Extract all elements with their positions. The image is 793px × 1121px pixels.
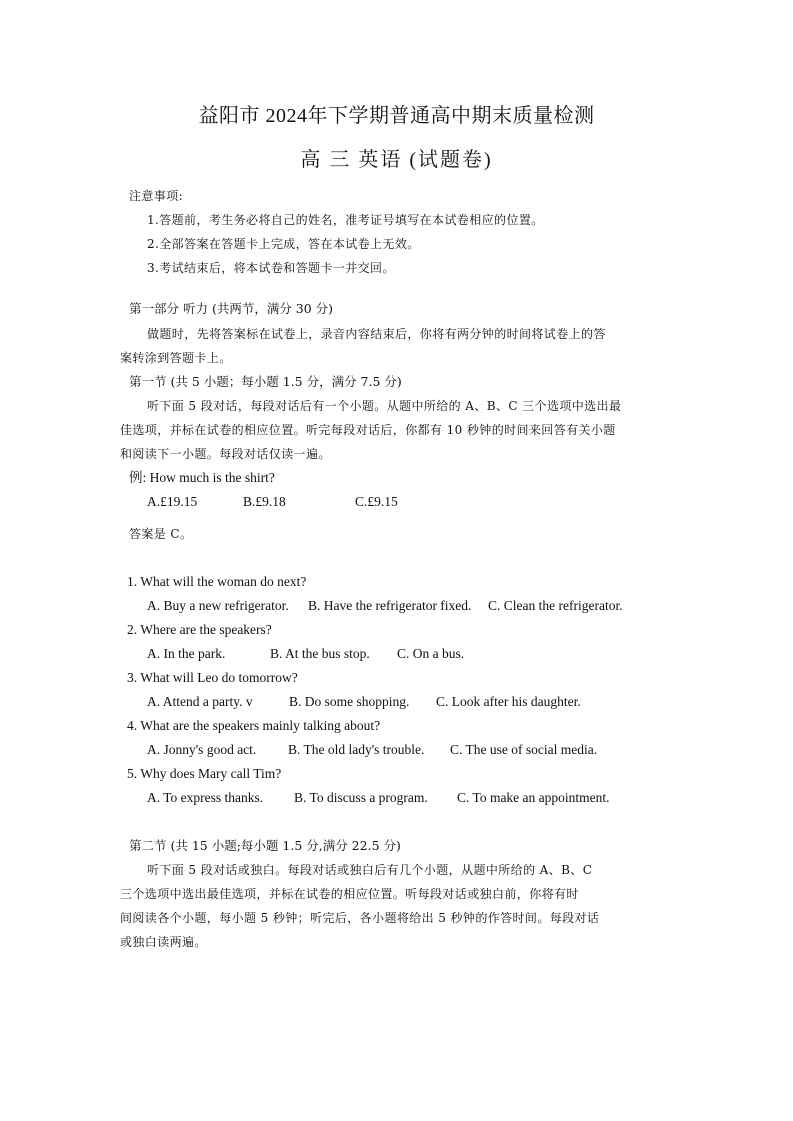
question-text: 1. What will the woman do next? — [127, 574, 307, 589]
section1-instruction-line: 听下面 5 段对话，每段对话后有一个小题。从题中所给的 A、B、C 三个选项中选出最 — [147, 399, 622, 413]
option-a: A. To express thanks. — [147, 790, 264, 805]
notice-heading: 注意事项: — [129, 189, 184, 203]
example-option-c: C.£9.15 — [355, 494, 398, 509]
notice-item: 2.全部答案在答题卡上完成，答在本试卷上无效。 — [147, 237, 420, 251]
option-a: A. Attend a party. v — [147, 694, 253, 709]
question-text: 4. What are the speakers mainly talking about? — [127, 718, 381, 733]
option-c: C. Clean the refrigerator. — [488, 598, 623, 613]
section2-instruction-line: 三个选项中选出最佳选项，并标在试卷的相应位置。听每段对话或独白前，你将有时 — [120, 887, 579, 901]
option-c: C. On a bus. — [397, 646, 465, 661]
question-text: 2. Where are the speakers? — [127, 622, 272, 637]
part1-instruction-line: 做题时，先将答案标在试卷上，录音内容结束后，你将有两分钟的时间将试卷上的答 — [147, 327, 606, 341]
question-text: 3. What will Leo do tomorrow? — [127, 670, 298, 685]
option-b: B. Do some shopping. — [289, 694, 410, 709]
option-a: A. Buy a new refrigerator. — [147, 598, 289, 613]
option-b: B. At the bus stop. — [270, 646, 370, 661]
example-option-a: A.£19.15 — [147, 494, 198, 509]
section1-instruction-line: 佳选项，并标在试卷的相应位置。听完每段对话后，你都有 10 秒钟的时间来回答有关小题 — [120, 423, 616, 437]
section1-instruction-line: 和阅读下一小题。每段对话仅读一遍。 — [120, 447, 331, 461]
option-b: B. The old lady's trouble. — [288, 742, 425, 757]
part1-instruction-line: 案转涂到答题卡上。 — [120, 351, 232, 365]
option-a: A. Jonny's good act. — [147, 742, 257, 757]
section2-instruction-line: 间阅读各个小题，每小题 5 秒钟；听完后，各小题将给出 5 秒钟的作答时间。每段对话 — [120, 911, 600, 925]
option-c: C. To make an appointment. — [457, 790, 610, 805]
option-a: A. In the park. — [147, 646, 226, 661]
part1-heading: 第一部分 听力 (共两节，满分 30 分) — [129, 301, 334, 316]
option-c: C. Look after his daughter. — [436, 694, 581, 709]
question-text: 5. Why does Mary call Tim? — [127, 766, 282, 781]
option-b: B. To discuss a program. — [294, 790, 428, 805]
option-c: C. The use of social media. — [450, 742, 598, 757]
exam-subtitle: 高 三 英语 (试题卷) — [300, 149, 493, 171]
example-question: 例: How much is the shirt? — [129, 470, 275, 485]
section2-heading: 第二节 (共 15 小题;每小题 1.5 分,满分 22.5 分) — [129, 838, 401, 853]
example-answer: 答案是 C。 — [129, 527, 193, 541]
example-option-b: B.£9.18 — [243, 494, 286, 509]
option-b: B. Have the refrigerator fixed. — [308, 598, 472, 613]
section2-instruction-line: 听下面 5 段对话或独白。每段对话或独白后有几个小题，从题中所给的 A、B、C — [147, 863, 593, 877]
notice-item: 3.考试结束后，将本试卷和答题卡一并交回。 — [147, 261, 395, 275]
section1-heading: 第一节 (共 5 小题；每小题 1.5 分，满分 7.5 分) — [129, 374, 402, 389]
section2-instruction-line: 或独白读两遍。 — [120, 935, 207, 949]
exam-title: 益阳市 2024年下学期普通高中期末质量检测 — [198, 105, 595, 127]
notice-item: 1.答题前，考生务必将自己的姓名，准考证号填写在本试卷相应的位置。 — [147, 213, 544, 227]
